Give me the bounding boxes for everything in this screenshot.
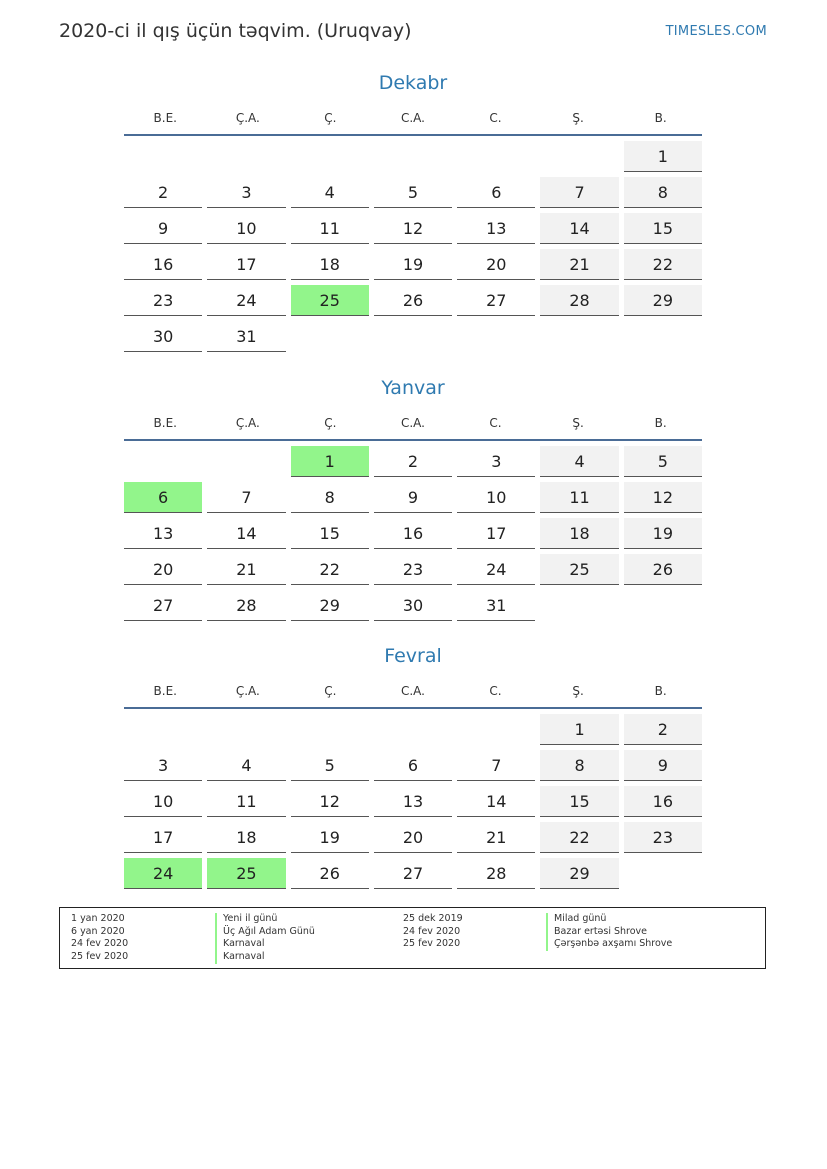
day-grid: [124, 446, 702, 621]
day-cell: 20: [374, 822, 452, 853]
day-cell: 9: [624, 750, 702, 781]
empty-cell: [540, 141, 618, 172]
day-cell: 27: [457, 285, 535, 316]
legend-holiday-name: Üç Ağıl Adam Günü: [215, 926, 315, 939]
empty-cell: [207, 446, 285, 477]
weekday-label: Ç.: [324, 416, 337, 430]
legend-right-names: [546, 913, 672, 951]
empty-cell: [291, 141, 369, 172]
day-cell: 15: [540, 786, 618, 817]
day-cell: 12: [291, 786, 369, 817]
day-cell: 26: [291, 858, 369, 889]
empty-cell: [457, 714, 535, 745]
day-cell: 30: [374, 590, 452, 621]
day-cell: 17: [207, 249, 285, 280]
weekday-header: [124, 106, 702, 130]
legend-date: 25 fev 2020: [71, 951, 129, 963]
day-cell: 16: [124, 249, 202, 280]
day-cell: 18: [540, 518, 618, 549]
empty-cell: [124, 446, 202, 477]
month-title: Yanvar: [381, 377, 445, 399]
legend-date: 6 yan 2020: [71, 925, 125, 937]
day-cell: 16: [374, 518, 452, 549]
day-cell: 23: [374, 554, 452, 585]
day-cell: 29: [291, 590, 369, 621]
day-cell: 8: [624, 177, 702, 208]
empty-cell: [457, 141, 535, 172]
weekday-label: B.E.: [153, 684, 177, 698]
day-cell: 31: [457, 590, 535, 621]
day-cell: 26: [624, 554, 702, 585]
legend-right-dates: [403, 913, 463, 951]
day-cell: 26: [374, 285, 452, 316]
day-cell: 20: [124, 554, 202, 585]
weekday-label: C.: [489, 416, 502, 430]
holiday-day-cell: 6: [124, 482, 202, 513]
legend-date: 25 dek 2019: [403, 913, 463, 924]
weekday-header: [124, 411, 702, 435]
day-cell: 22: [624, 249, 702, 280]
day-cell: 19: [291, 822, 369, 853]
month-february: [124, 643, 702, 889]
day-cell: 24: [207, 285, 285, 316]
day-cell: 21: [207, 554, 285, 585]
weekday-label: C.A.: [400, 684, 425, 698]
day-cell: 2: [374, 446, 452, 477]
legend-date: 24 fev 2020: [403, 925, 461, 937]
day-cell: 10: [207, 213, 285, 244]
day-cell: 31: [207, 321, 285, 352]
day-cell: 30: [124, 321, 202, 352]
day-cell: 15: [624, 213, 702, 244]
day-cell: 5: [624, 446, 702, 477]
day-cell: 5: [374, 177, 452, 208]
month-december: [124, 70, 702, 352]
day-cell: 29: [540, 858, 618, 889]
day-cell: 9: [124, 213, 202, 244]
day-cell: 1: [540, 714, 618, 745]
day-cell: 19: [624, 518, 702, 549]
day-cell: 22: [291, 554, 369, 585]
day-cell: 27: [374, 858, 452, 889]
day-cell: 24: [457, 554, 535, 585]
day-cell: 28: [207, 590, 285, 621]
weekday-label: C.A.: [400, 416, 425, 430]
weekday-label: B.E.: [153, 416, 177, 430]
day-cell: 10: [124, 786, 202, 817]
day-cell: 2: [124, 177, 202, 208]
month-title: Dekabr: [378, 72, 448, 94]
day-cell: 7: [540, 177, 618, 208]
empty-cell: [291, 714, 369, 745]
legend-holiday-name: Yeni il günü: [215, 913, 315, 926]
site-link[interactable]: TIMESLES.COM: [665, 24, 767, 39]
legend-holiday-name: Bazar ertəsi Shrove: [546, 926, 672, 939]
day-cell: 18: [291, 249, 369, 280]
holiday-day-cell: 25: [207, 858, 285, 889]
weekday-label: B.: [654, 684, 667, 698]
day-cell: 12: [374, 213, 452, 244]
day-cell: 3: [124, 750, 202, 781]
legend-holiday-name: Milad günü: [546, 913, 672, 926]
empty-cell: [374, 141, 452, 172]
day-cell: 13: [374, 786, 452, 817]
day-cell: 7: [457, 750, 535, 781]
day-cell: 22: [540, 822, 618, 853]
weekday-label: Ç.: [324, 684, 337, 698]
day-cell: 10: [457, 482, 535, 513]
day-cell: 6: [374, 750, 452, 781]
day-cell: 19: [374, 249, 452, 280]
holiday-day-cell: 25: [291, 285, 369, 316]
header-rule: [124, 439, 702, 441]
month-january: [124, 375, 702, 621]
day-cell: 1: [624, 141, 702, 172]
holiday-legend: [59, 907, 766, 969]
day-cell: 16: [624, 786, 702, 817]
day-cell: 28: [540, 285, 618, 316]
day-cell: 21: [540, 249, 618, 280]
empty-cell: [207, 141, 285, 172]
weekday-label: B.: [654, 416, 667, 430]
day-cell: 14: [207, 518, 285, 549]
empty-cell: [374, 714, 452, 745]
legend-date: 1 yan 2020: [71, 913, 125, 924]
weekday-label: Ş.: [572, 416, 584, 430]
day-cell: 4: [540, 446, 618, 477]
day-cell: 3: [207, 177, 285, 208]
day-cell: 4: [207, 750, 285, 781]
day-cell: 14: [457, 786, 535, 817]
day-cell: 23: [624, 822, 702, 853]
legend-date: 24 fev 2020: [71, 938, 129, 950]
day-cell: 27: [124, 590, 202, 621]
day-cell: 29: [624, 285, 702, 316]
day-cell: 11: [540, 482, 618, 513]
page-title: 2020-ci il qış üçün təqvim. (Uruqvay): [59, 20, 412, 42]
weekday-label: Ç.A.: [235, 111, 260, 125]
day-grid: [124, 141, 702, 352]
day-cell: 2: [624, 714, 702, 745]
day-cell: 9: [374, 482, 452, 513]
day-grid: [124, 714, 702, 889]
day-cell: 4: [291, 177, 369, 208]
weekday-label: C.: [489, 111, 502, 125]
empty-cell: [124, 141, 202, 172]
weekday-label: C.: [489, 684, 502, 698]
day-cell: 8: [291, 482, 369, 513]
day-cell: 7: [207, 482, 285, 513]
day-cell: 15: [291, 518, 369, 549]
holiday-day-cell: 1: [291, 446, 369, 477]
weekday-label: B.: [654, 111, 667, 125]
day-cell: 20: [457, 249, 535, 280]
day-cell: 17: [457, 518, 535, 549]
day-cell: 18: [207, 822, 285, 853]
day-cell: 6: [457, 177, 535, 208]
legend-holiday-name: Karnaval: [215, 938, 315, 951]
day-cell: 17: [124, 822, 202, 853]
day-cell: 11: [291, 213, 369, 244]
weekday-label: B.E.: [153, 111, 177, 125]
day-cell: 14: [540, 213, 618, 244]
empty-cell: [124, 714, 202, 745]
day-cell: 5: [291, 750, 369, 781]
legend-holiday-name: Karnaval: [215, 951, 315, 964]
day-cell: 11: [207, 786, 285, 817]
header-rule: [124, 134, 702, 136]
month-title: Fevral: [384, 645, 442, 667]
legend-holiday-name: Çərşənbə axşamı Shrove: [546, 938, 672, 951]
day-cell: 3: [457, 446, 535, 477]
day-cell: 28: [457, 858, 535, 889]
day-cell: 25: [540, 554, 618, 585]
legend-left-names: [215, 913, 315, 964]
empty-cell: [207, 714, 285, 745]
weekday-label: Ç.A.: [235, 684, 260, 698]
weekday-header: [124, 679, 702, 703]
holiday-day-cell: 24: [124, 858, 202, 889]
legend-date: 25 fev 2020: [403, 938, 461, 950]
header-rule: [124, 707, 702, 709]
day-cell: 21: [457, 822, 535, 853]
day-cell: 8: [540, 750, 618, 781]
weekday-label: Ş.: [572, 111, 584, 125]
weekday-label: Ç.A.: [235, 416, 260, 430]
weekday-label: Ç.: [324, 111, 337, 125]
weekday-label: Ş.: [572, 684, 584, 698]
weekday-label: C.A.: [400, 111, 425, 125]
day-cell: 13: [457, 213, 535, 244]
day-cell: 13: [124, 518, 202, 549]
day-cell: 12: [624, 482, 702, 513]
day-cell: 23: [124, 285, 202, 316]
legend-left-dates: [71, 913, 128, 964]
